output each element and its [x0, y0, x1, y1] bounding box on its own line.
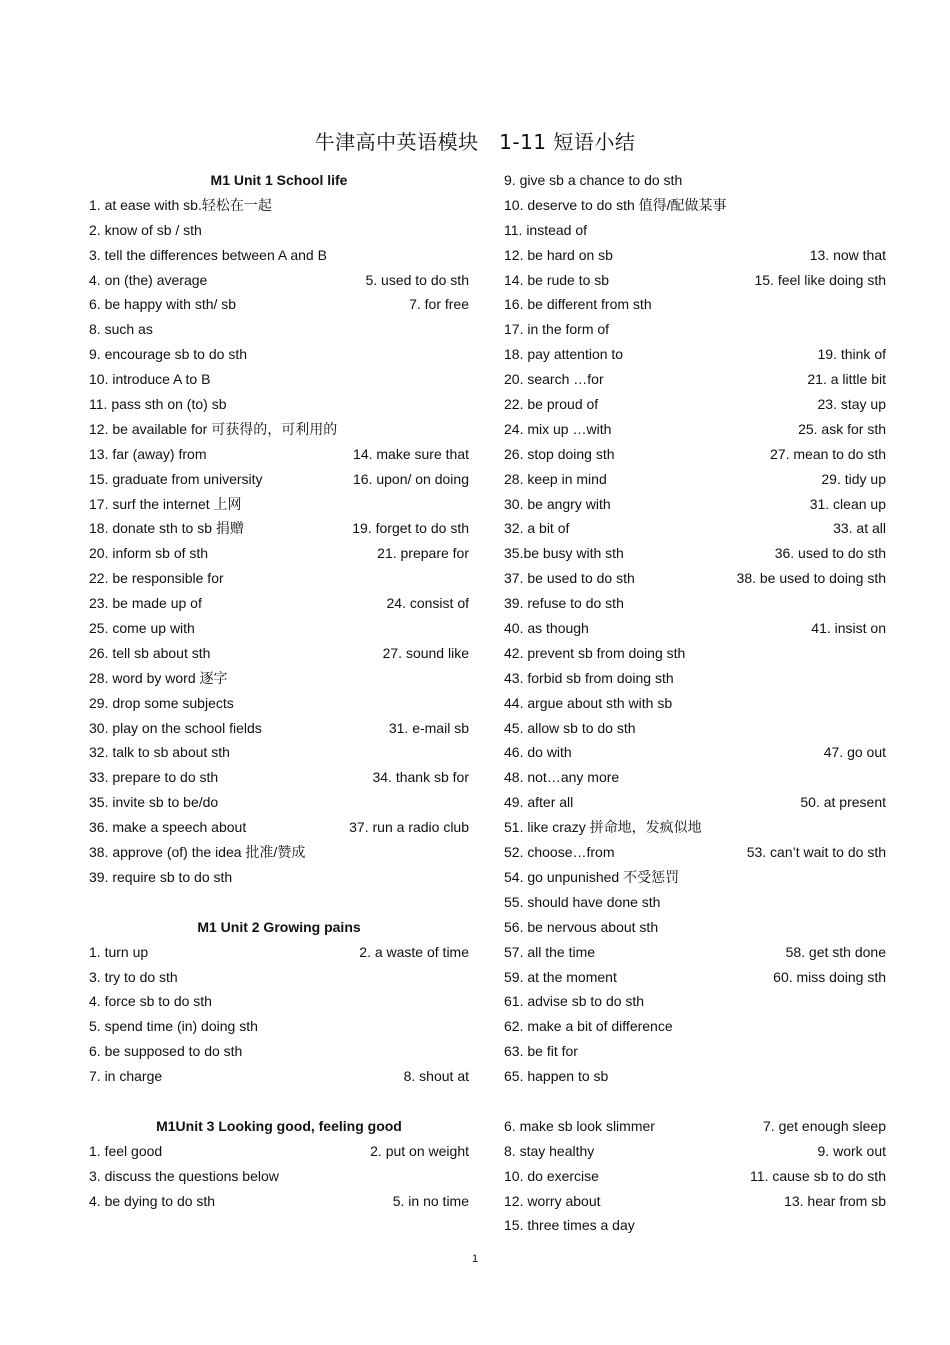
phrase-item: 35. invite sb to be/do — [89, 794, 219, 811]
phrase-row — [89, 989, 469, 1014]
phrase-item: 5. spend time (in) doing sth — [89, 1018, 258, 1035]
phrase-item: 8. such as — [89, 321, 153, 338]
phrase-item: 11. instead of — [504, 221, 588, 238]
phrase-item: 22. be responsible for — [89, 570, 224, 587]
phrase-row — [504, 342, 886, 367]
phrase-row — [89, 392, 469, 417]
phrase-item: 13. hear from sb — [784, 1192, 886, 1209]
phrase-item: 53. can’t wait to do sth — [746, 844, 886, 861]
phrase-item: 25. ask for sth — [798, 420, 886, 437]
phrase-item: 39. refuse to do sth — [504, 595, 624, 612]
phrase-row — [504, 666, 886, 691]
phrase-item: 28. word by word 逐字 — [89, 669, 228, 686]
phrase-item: 5. in no time — [392, 1192, 469, 1209]
phrase-item: 43. forbid sb from doing sth — [504, 669, 674, 686]
phrase-item: 22. be proud of — [504, 396, 599, 413]
phrase-row — [504, 1014, 886, 1039]
phrase-item: 31. clean up — [809, 495, 886, 512]
phrase-row — [504, 218, 886, 243]
phrase-item: 6. be happy with sth/ sb — [89, 296, 237, 313]
phrase-item: 50. at present — [800, 794, 886, 811]
phrase-row — [89, 716, 469, 741]
phrase-row — [504, 442, 886, 467]
spacer — [89, 890, 469, 915]
phrase-row — [504, 1064, 886, 1089]
phrase-row — [504, 1213, 886, 1238]
phrase-row — [504, 915, 886, 940]
phrase-item: 25. come up with — [89, 620, 195, 637]
phrase-item: 12. be hard on sb — [504, 246, 613, 263]
phrase-item: 15. graduate from university — [89, 470, 263, 487]
phrase-item: 24. consist of — [386, 595, 469, 612]
phrase-row — [504, 492, 886, 517]
phrase-item: 60. miss doing sth — [773, 968, 886, 985]
phrase-item: 51. like crazy 拼命地，发疯似地 — [504, 819, 702, 836]
phrase-item: 32. a bit of — [504, 520, 570, 537]
phrase-row — [504, 566, 886, 591]
phrase-row — [89, 641, 469, 666]
phrase-item: 11. pass sth on (to) sb — [89, 396, 227, 413]
phrase-row — [89, 591, 469, 616]
phrase-item: 8. shout at — [403, 1068, 469, 1085]
phrase-item: 16. upon/ on doing — [353, 470, 469, 487]
phrase-item: 36. used to do sth — [774, 545, 886, 562]
phrase-item: 58. get sth done — [785, 943, 886, 960]
phrase-row — [89, 1039, 469, 1064]
page-title: 牛津高中英语模块 1-11 短语小结 — [314, 130, 636, 154]
phrase-row — [504, 815, 886, 840]
phrase-row — [504, 691, 886, 716]
phrase-row — [504, 392, 886, 417]
phrase-item: 18. donate sth to sb 捐赠 — [89, 520, 244, 537]
phrase-item: 32. talk to sb about sth — [89, 744, 230, 761]
phrase-row — [89, 666, 469, 691]
phrase-row — [504, 1189, 886, 1214]
phrase-item: 24. mix up …with — [504, 420, 612, 437]
phrase-item: 2. a waste of time — [359, 943, 469, 960]
phrase-item: 23. be made up of — [89, 595, 202, 612]
phrase-item: 23. stay up — [817, 396, 886, 413]
phrase-item: 37. run a radio club — [349, 819, 469, 836]
phrase-item: 9. encourage sb to do sth — [89, 346, 247, 363]
phrase-row — [89, 1164, 469, 1189]
phrase-item: 12. worry about — [504, 1192, 601, 1209]
phrase-row — [504, 840, 886, 865]
phrase-item: 30. play on the school fields — [89, 719, 262, 736]
phrase-item: 10. do exercise — [504, 1167, 599, 1184]
phrase-item: 29. drop some subjects — [89, 694, 234, 711]
phrase-item: 21. prepare for — [377, 545, 469, 562]
phrase-item: 14. be rude to sb — [504, 271, 610, 288]
phrase-item: 30. be angry with — [504, 495, 611, 512]
phrase-item: 29. tidy up — [821, 470, 886, 487]
phrase-row — [89, 566, 469, 591]
left-column — [89, 168, 469, 1213]
phrase-row — [504, 765, 886, 790]
phrase-item: 1. turn up — [89, 943, 149, 960]
phrase-item: 27. mean to do sth — [770, 445, 886, 462]
phrase-row — [504, 965, 886, 990]
phrase-row — [504, 790, 886, 815]
phrase-row — [89, 268, 469, 293]
phrase-item: 49. after all — [504, 794, 574, 811]
phrase-item: 42. prevent sb from doing sth — [504, 644, 686, 661]
phrase-row — [504, 1139, 886, 1164]
phrase-item: 9. give sb a chance to do sth — [504, 172, 683, 188]
phrase-row — [89, 243, 469, 268]
phrase-row — [504, 317, 886, 342]
phrase-row — [89, 442, 469, 467]
phrase-item: 36. make a speech about — [89, 819, 247, 836]
phrase-row — [89, 1064, 469, 1089]
phrase-row — [89, 616, 469, 641]
phrase-item: 20. inform sb of sth — [89, 545, 209, 562]
phrase-row — [504, 292, 886, 317]
phrase-row — [504, 716, 886, 741]
phrase-row — [504, 168, 886, 193]
phrase-item: 47. go out — [823, 744, 886, 761]
phrase-row — [89, 342, 469, 367]
phrase-row — [504, 1039, 886, 1064]
spacer — [504, 1089, 886, 1114]
phrase-row — [504, 268, 886, 293]
phrase-row — [89, 965, 469, 990]
page-number: 1 — [471, 1253, 479, 1265]
phrase-item: 55. should have done sth — [504, 893, 661, 910]
phrase-row — [504, 243, 886, 268]
phrase-item: 15. feel like doing sth — [754, 271, 886, 288]
phrase-item: 65. happen to sb — [504, 1068, 609, 1085]
phrase-item: 57. all the time — [504, 943, 596, 960]
phrase-row — [504, 740, 886, 765]
phrase-row — [89, 417, 469, 442]
phrase-item: 11. cause sb to do sth — [750, 1167, 886, 1184]
phrase-item: 5. used to do sth — [365, 271, 469, 288]
phrase-item: 40. as though — [504, 620, 589, 637]
phrase-item: 10. deserve to do sth 值得/配做某事 — [504, 196, 727, 213]
phrase-item: 17. in the form of — [504, 321, 610, 338]
phrase-row — [504, 989, 886, 1014]
phrase-item: 7. for free — [409, 296, 469, 313]
phrase-item: 45. allow sb to do sth — [504, 719, 636, 736]
phrase-item: 61. advise sb to do sth — [504, 993, 645, 1010]
phrase-item: 62. make a bit of difference — [504, 1018, 673, 1035]
phrase-row — [89, 367, 469, 392]
phrase-row — [89, 541, 469, 566]
phrase-row — [89, 1139, 469, 1164]
phrase-row — [89, 865, 469, 890]
phrase-row — [89, 765, 469, 790]
phrase-item: 37. be used to do sth — [504, 570, 635, 587]
phrase-item: 7. in charge — [89, 1068, 163, 1085]
phrase-row — [89, 1189, 469, 1214]
right-column — [504, 168, 886, 1238]
phrase-item: 2. know of sb / sth — [89, 221, 202, 238]
phrase-row — [504, 616, 886, 641]
phrase-item: 48. not…any more — [504, 769, 620, 786]
phrase-item: 15. three times a day — [504, 1217, 635, 1234]
phrase-item: 56. be nervous about sth — [504, 918, 659, 935]
phrase-item: 8. stay healthy — [504, 1142, 595, 1159]
phrase-item: 21. a little bit — [807, 371, 886, 388]
phrase-row — [89, 218, 469, 243]
phrase-row — [504, 417, 886, 442]
phrase-item: 20. search …for — [504, 371, 604, 388]
phrase-item: 63. be fit for — [504, 1043, 578, 1060]
phrase-item: 38. approve (of) the idea 批准/赞成 — [89, 844, 306, 861]
phrase-row — [504, 1164, 886, 1189]
phrase-item: 41. insist on — [811, 620, 886, 637]
phrase-row — [504, 890, 886, 915]
phrase-item: 9. work out — [817, 1142, 886, 1159]
phrase-row — [504, 193, 886, 218]
phrase-item: 33. prepare to do sth — [89, 769, 219, 786]
phrase-item: 27. sound like — [382, 644, 469, 661]
phrase-item: 38. be used to doing sth — [736, 570, 886, 587]
phrase-item: 54. go unpunished 不受惩罚 — [504, 868, 680, 885]
phrase-item: 3. discuss the questions below — [89, 1167, 279, 1184]
phrase-row — [89, 840, 469, 865]
phrase-item: 6. be supposed to do sth — [89, 1043, 243, 1060]
phrase-item: 10. introduce A to B — [89, 371, 211, 388]
phrase-item: 2. put on weight — [370, 1142, 469, 1159]
phrase-item: 18. pay attention to — [504, 346, 624, 363]
phrase-item: 31. e-mail sb — [388, 719, 469, 736]
phrase-item: 6. make sb look slimmer — [504, 1117, 655, 1134]
phrase-item: 46. do with — [504, 744, 572, 761]
phrase-item: 44. argue about sth with sb — [504, 694, 673, 711]
phrase-row — [89, 1014, 469, 1039]
phrase-item: 19. think of — [817, 346, 886, 363]
phrase-row — [89, 516, 469, 541]
phrase-row — [89, 691, 469, 716]
phrase-row — [504, 940, 886, 965]
phrase-item: 17. surf the internet 上网 — [89, 495, 242, 512]
phrase-item: 16. be different from sth — [504, 296, 652, 313]
phrase-row — [89, 815, 469, 840]
phrase-item: 59. at the moment — [504, 968, 617, 985]
phrase-item: 1. feel good — [89, 1142, 163, 1159]
phrase-row — [89, 940, 469, 965]
phrase-row — [504, 641, 886, 666]
phrase-item: 26. stop doing sth — [504, 445, 615, 462]
phrase-item: 28. keep in mind — [504, 470, 607, 487]
section-heading: M1 Unit 1 School life — [210, 172, 348, 188]
phrase-row — [504, 1114, 886, 1139]
phrase-row — [89, 790, 469, 815]
section-heading: M1Unit 3 Looking good, feeling good — [156, 1117, 402, 1134]
phrase-row — [89, 193, 469, 218]
phrase-row — [504, 367, 886, 392]
phrase-item: 4. on (the) average — [89, 271, 208, 288]
phrase-item: 14. make sure that — [353, 445, 469, 462]
phrase-row — [504, 541, 886, 566]
phrase-item: 35.be busy with sth — [504, 545, 624, 562]
spacer — [89, 1089, 469, 1114]
phrase-item: 4. force sb to do sth — [89, 993, 212, 1010]
phrase-row — [504, 467, 886, 492]
phrase-item: 7. get enough sleep — [763, 1117, 886, 1134]
section-heading: M1 Unit 2 Growing pains — [197, 918, 361, 935]
phrase-item: 33. at all — [833, 520, 886, 537]
phrase-item: 1. at ease with sb.轻松在一起 — [89, 196, 272, 213]
phrase-item: 52. choose…from — [504, 844, 615, 861]
phrase-row — [89, 292, 469, 317]
phrase-item: 12. be available for 可获得的，可利用的 — [89, 420, 338, 437]
phrase-item: 19. forget to do sth — [352, 520, 469, 537]
phrase-row — [504, 516, 886, 541]
phrase-item: 3. try to do sth — [89, 968, 178, 985]
phrase-row — [89, 740, 469, 765]
phrase-item: 39. require sb to do sth — [89, 868, 233, 885]
phrase-row — [89, 317, 469, 342]
phrase-row — [504, 865, 886, 890]
phrase-item: 13. far (away) from — [89, 445, 207, 462]
phrase-row — [89, 492, 469, 517]
phrase-row — [504, 591, 886, 616]
phrase-item: 26. tell sb about sth — [89, 644, 211, 661]
phrase-item: 34. thank sb for — [372, 769, 469, 786]
phrase-item: 3. tell the differences between A and B — [89, 246, 327, 263]
phrase-item: 13. now that — [809, 246, 886, 263]
phrase-item: 4. be dying to do sth — [89, 1192, 216, 1209]
phrase-row — [89, 467, 469, 492]
